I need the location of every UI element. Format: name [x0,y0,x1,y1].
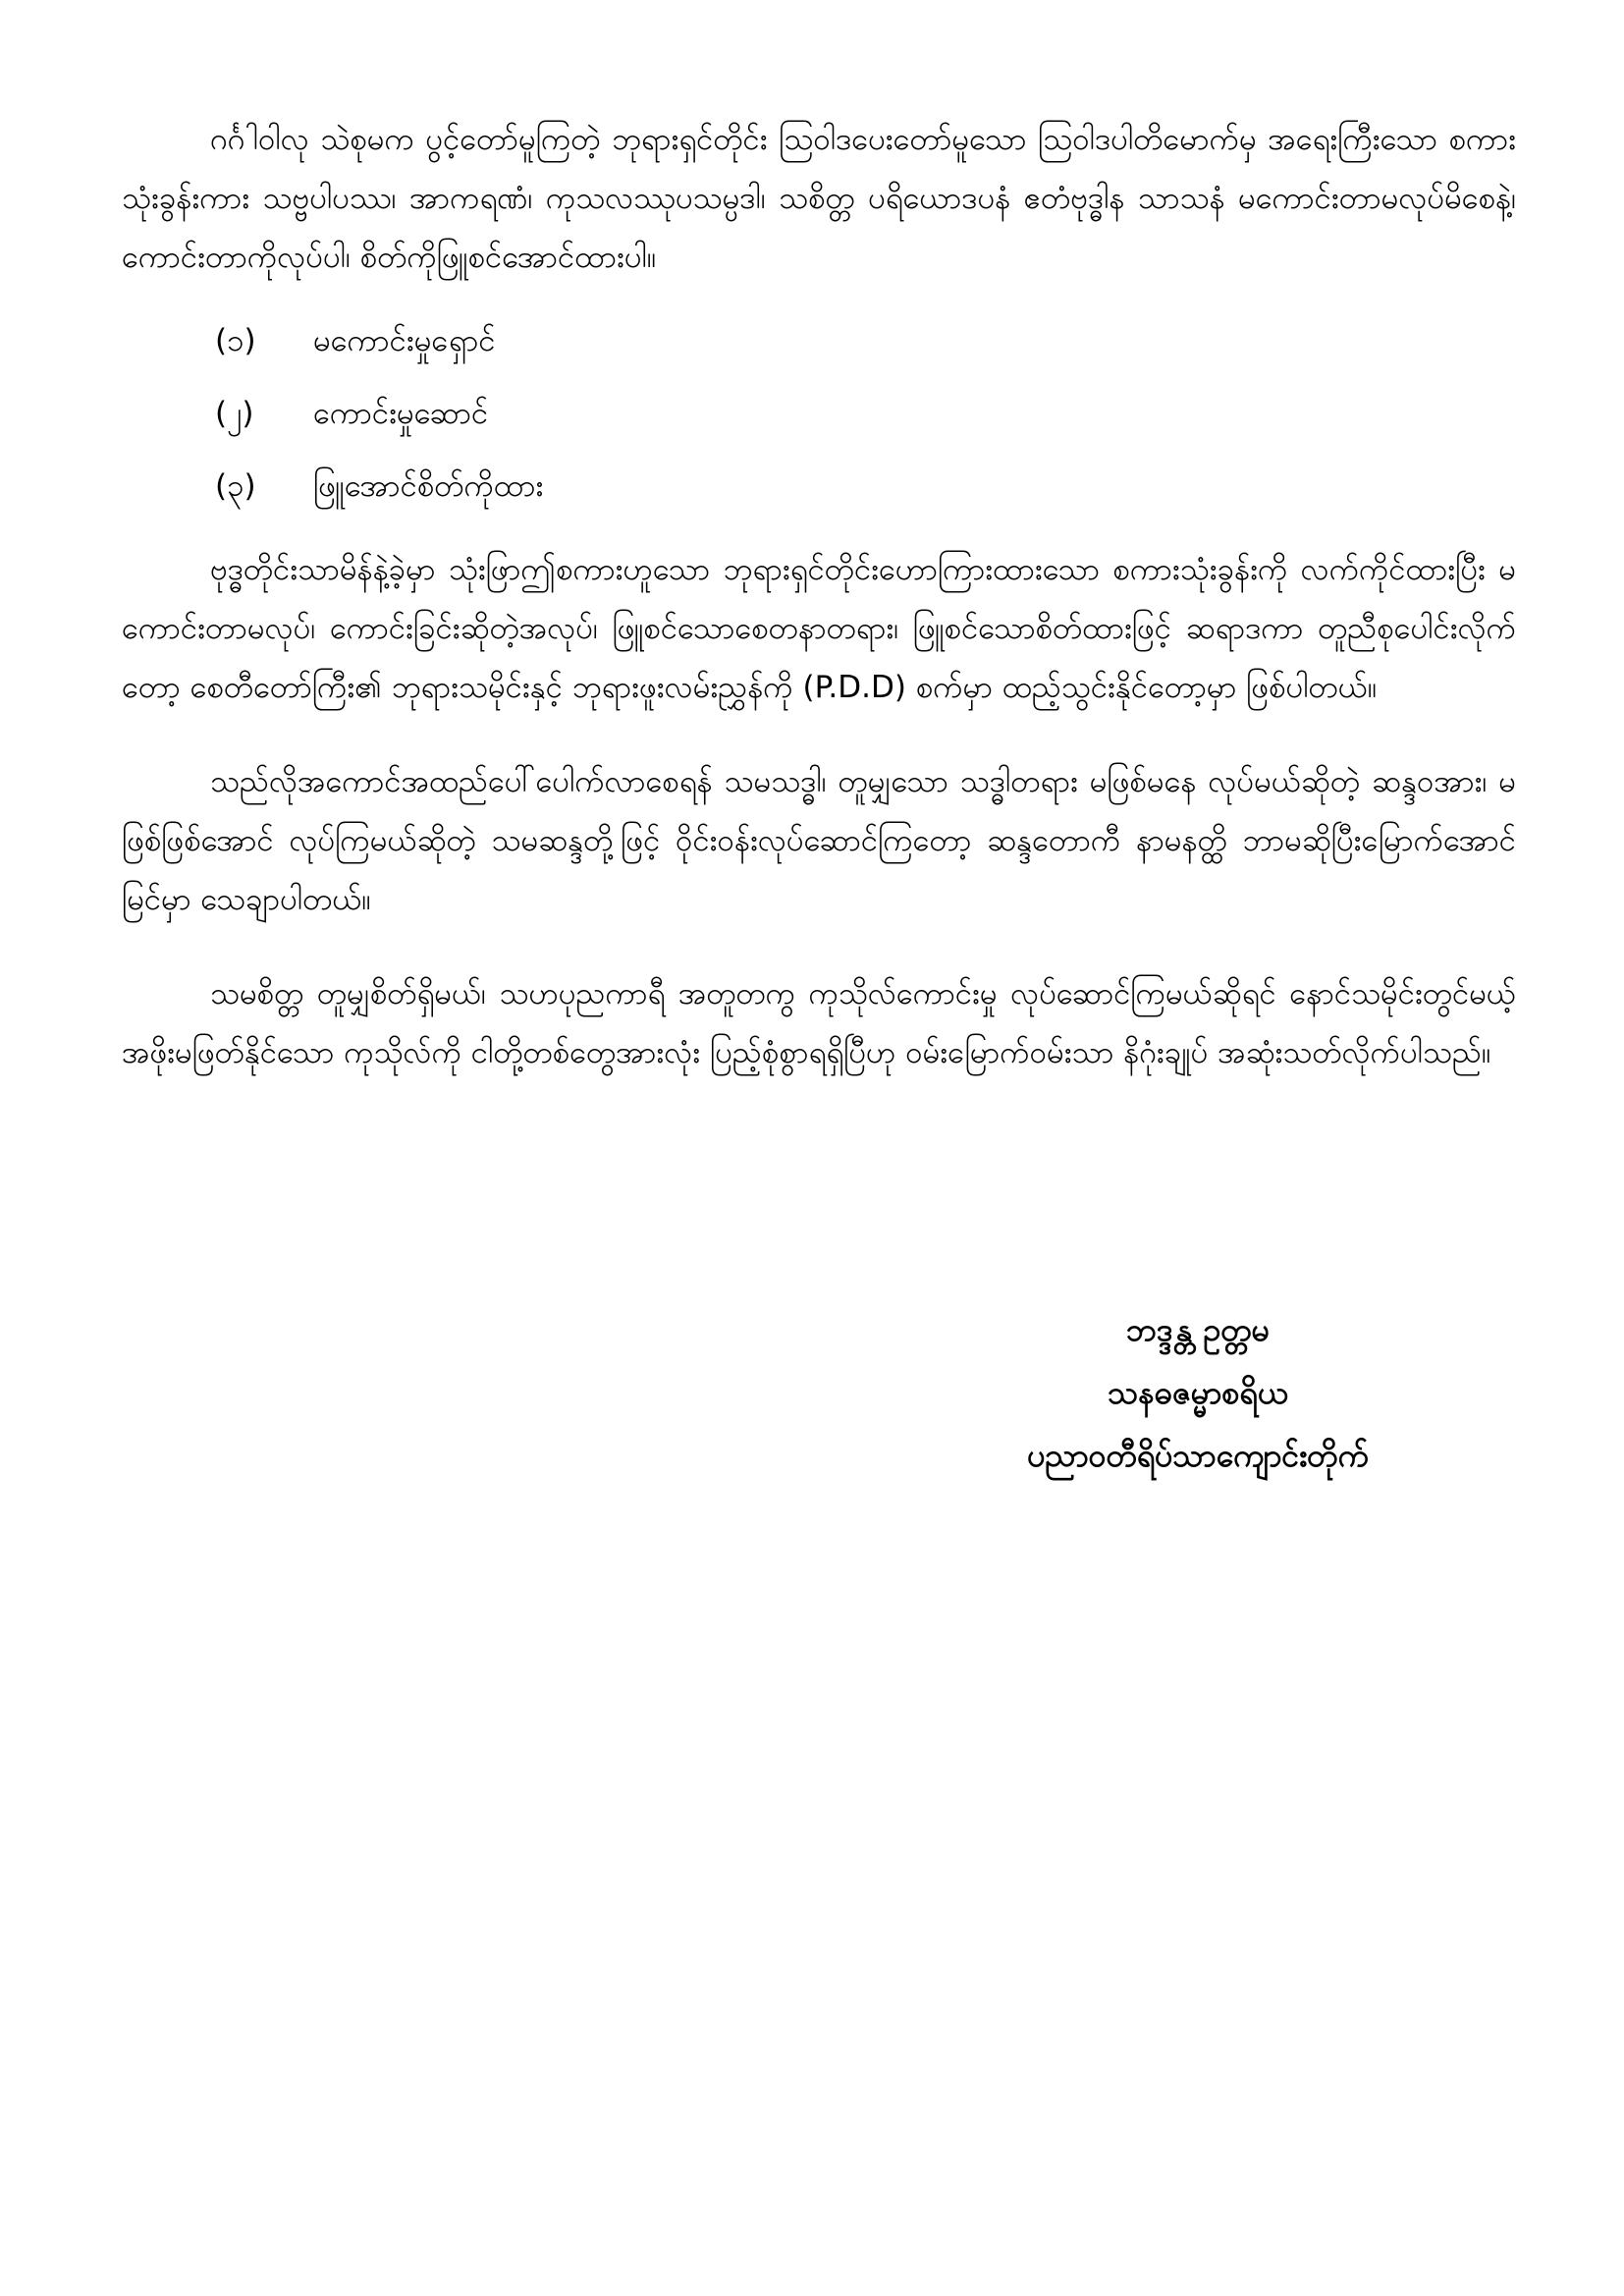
numbered-list [122,304,1516,522]
list-item [122,377,1516,450]
signature-title: သနဓဇမ္မာစရိယ [1108,1374,1288,1411]
list-item-text: ကောင်းမှုဆောင် [313,396,489,431]
paragraph-third: သည်လိုအကောင်အထည်ပေါ်ပေါက်လာစေရန် သမသဒ္ဓါ၊ တူမျှသော သဒ္ဓါတရား မဖြစ်မနေ လုပ်မယ်ဆိုတဲ့ ဆန္ဒဝအား၊ မဖြစ်ဖြစ်အောင် လုပ်ကြမယ်ဆိုတဲ့ သမဆန္ဒတို့ဖြင့် ဝိုင်းဝန်းလုပ်ဆောင်ကြတော့ ဆန္ဒတောကီ နာမနတ္ထိ ဘာမဆိုပြီးမြောက်အောင်မြင်မှာ သေချာပါတယ်။ [122,764,1516,917]
signature-monastery: ပညာဝတီရိပ်သာကျောင်းတိုက် [1027,1437,1369,1474]
document-body [122,110,1516,1082]
list-item-number: (၃) [215,468,256,504]
list-item [122,450,1516,522]
paragraph-second: ဗုဒ္ဓတိုင်းသာမိန်နဲ့ခဲ့မှာ သုံးဖြာဤစကားဟူသော ဘုရားရှင်တိုင်းဟောကြားထားသော စကားသုံးခွန်းကို လက်ကိုင်ထားပြီး မကောင်းတာမလုပ်၊ ကောင်းခြင်းဆိုတဲ့အလုပ်၊ ဖြူစင်သောစေတနာတရား၊ ဖြူစင်သောစိတ်ထားဖြင့် ဆရာဒကာ တူညီစုပေါင်းလိုက်တော့ စေတီတော်ကြီး၏ ဘုရားသမိုင်းနှင့် ဘုရားဖူးလမ်းညွှန်ကို (P.D.D) စက်မှာ ထည့်သွင်းနိုင်တော့မှာ ဖြစ်ပါတယ်။ [122,552,1516,705]
paragraph-intro: ဂင်္ဂါဝါလု သဲစုမက ပွင့်တော်မူကြတဲ့ ဘုရားရှင်တိုင်း ဩဝါဒပေးတော်မူသော ဩဝါဒပါတိမောက်မှ အရေးကြီးသော စကားသုံးခွန်းကား သဗ္ဗပါပဿ၊ အာကရဏံ၊ ကုသလဿုပသမ္ပဒါ၊ သစိတ္တ ပရိယောဒပနံ ဧတံဗုဒ္ဓါန သာသနံ မကောင်းတာမလုပ်မိစေနဲ့၊ ကောင်းတာကိုလုပ်ပါ၊ စိတ်ကိုဖြူစင်အောင်ထားပါ။ [122,122,1516,275]
signature-block [884,1298,1591,1487]
list-item-number: (၂) [215,396,254,431]
list-item-number: (၁) [215,323,256,358]
signature-name: ဘဒ္ဒန္တ ဥတ္တမ [1126,1311,1270,1348]
list-item-text: ဖြူအောင်စိတ်ကိုထား [313,468,544,504]
list-item [122,304,1516,377]
paragraph-closing: သမစိတ္တ တူမျှစိတ်ရှိမယ်၊ သဟပုညကာရီ အတူတကွ ကုသိုလ်ကောင်းမှု လုပ်ဆောင်ကြမယ်ဆိုရင် နောင်သမိုင်းတွင်မယ့် အဖိုးမဖြတ်နိုင်သော ကုသိုလ်ကို ငါတို့တစ်တွေအားလုံး ပြည့်စုံစွာရရှိပြီဟု ဝမ်းမြောက်ဝမ်းသာ နိဂုံးချုပ် အဆုံးသတ်လိုက်ပါသည်။ [122,976,1516,1070]
list-item-text: မကောင်းမှုရှောင် [313,323,496,358]
